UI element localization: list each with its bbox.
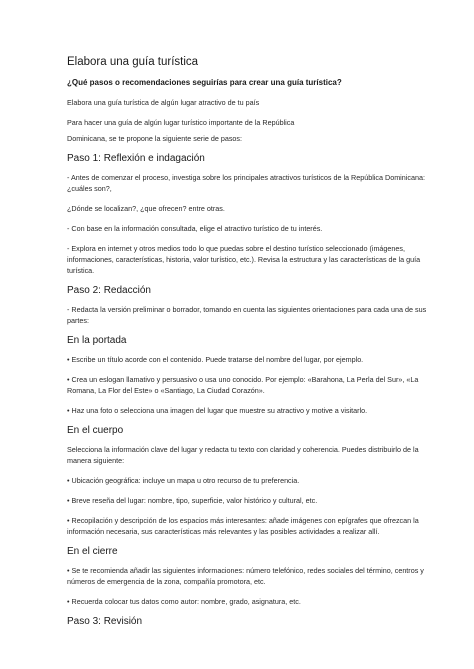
cierre-heading: En el cierre: [67, 546, 118, 557]
portada-item-3: • Haz una foto o selecciona una imagen del lugar que muestre su atractivo y motive a visitarlo.: [67, 406, 368, 415]
paso1-item-3: - Con base en la información consultada, elige el atractivo turístico de tu interés.: [67, 224, 323, 233]
cuerpo-item-4: • Recopilación y descripción de los espacios más interesantes: añade imágenes con epígrafes que ofrezcan la información necesaria, sus características más relevantes y las posibles actividades a realizar allí.: [67, 516, 419, 536]
paso1-item-4: - Explora en internet y otros medios todo lo que puedas sobre el destino turístico seleccionado (imágenes, informaciones, características, historia, valor turístico, etc.). Revisa la estructura y las características de la guía turística.: [67, 244, 421, 275]
portada-item-2: • Crea un eslogan llamativo y persuasivo o usa uno conocido. Por ejemplo: «Barahona, La Perla del Sur», «La Romana, La Flor del Este» o «Santiago, La Ciudad Corazón».: [67, 375, 419, 395]
portada-heading: En la portada: [67, 335, 127, 346]
cierre-item-1: • Se te recomienda añadir las siguientes informaciones: número telefónico, redes sociales del término, centros y números de emergencia de la zona, compañía promotora, etc.: [67, 566, 424, 586]
paso1-item-1: - Antes de comenzar el proceso, investiga sobre los principales atractivos turísticos de la República Dominicana: ¿cuáles son?,: [67, 173, 425, 193]
cuerpo-item-3: • Breve reseña del lugar: nombre, tipo, superficie, valor histórico y cultural, etc.: [67, 496, 318, 505]
document-title: Elabora una guía turística: [67, 56, 199, 68]
cuerpo-item-2: • Ubicación geográfica: incluye un mapa u otro recurso de tu preferencia.: [67, 476, 300, 485]
paso2-heading: Paso 2: Redacción: [67, 285, 151, 296]
cuerpo-heading: En el cuerpo: [67, 425, 124, 436]
intro-line-3: Dominicana, se te propone la siguiente serie de pasos:: [67, 134, 243, 143]
cierre-item-2: • Recuerda colocar tus datos como autor: nombre, grado, asignatura, etc.: [67, 597, 301, 606]
cuerpo-item-1: Selecciona la información clave del lugar y redacta tu texto con claridad y coherencia. Puedes distribuirlo de la manera siguiente:: [67, 445, 419, 465]
intro-line-2: Para hacer una guía de algún lugar turístico importante de la República: [67, 118, 295, 127]
paso3-heading: Paso 3: Revisión: [67, 616, 143, 627]
paso1-heading: Paso 1: Reflexión e indagación: [67, 153, 205, 164]
intro-line-1: Elabora una guía turística de algún lugar atractivo de tu país: [67, 98, 260, 107]
paso1-item-2: ¿Dónde se localizan?, ¿que ofrecen? entre otras.: [67, 204, 225, 213]
portada-item-1: • Escribe un título acorde con el contenido. Puede tratarse del nombre del lugar, por ejemplo.: [67, 355, 364, 364]
guiding-question: ¿Qué pasos o recomendaciones seguirías para crear una guía turística?: [67, 78, 342, 87]
paso2-item-1: - Redacta la versión preliminar o borrador, tomando en cuenta las siguientes orientaciones para cada una de sus partes:: [67, 305, 427, 325]
